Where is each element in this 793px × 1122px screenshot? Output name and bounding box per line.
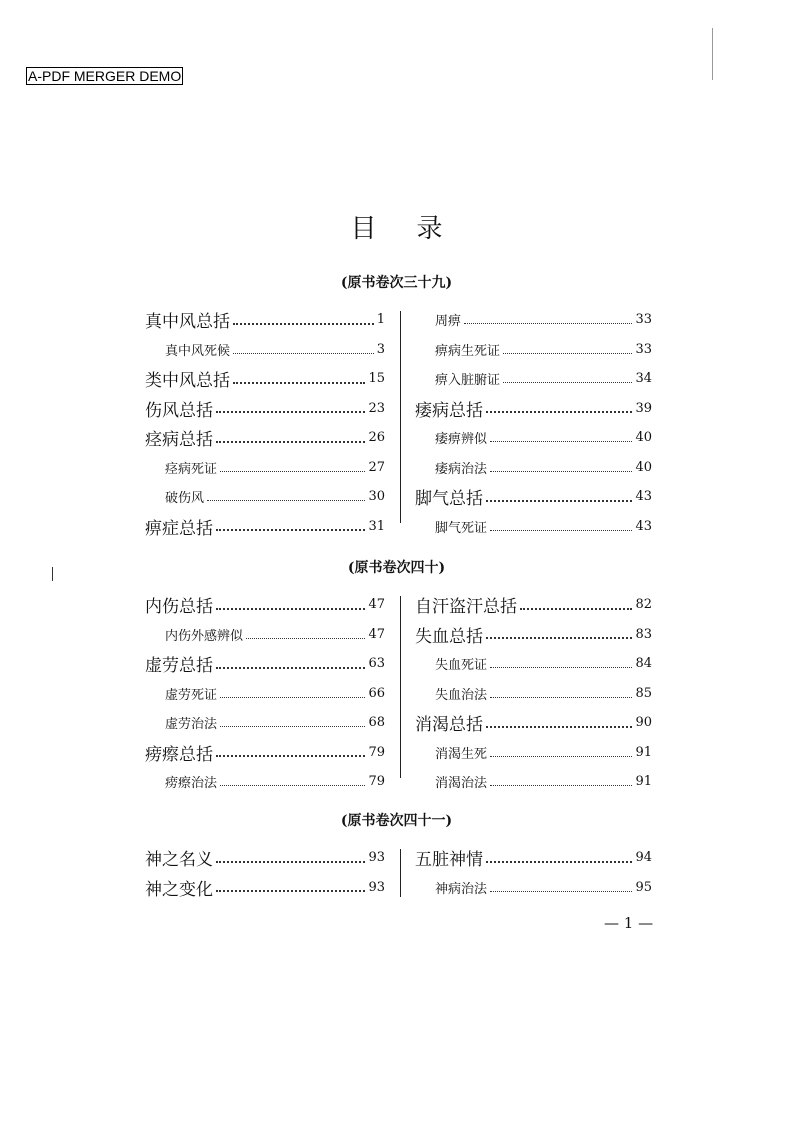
- entry-page-number: 3: [376, 341, 385, 357]
- entry-page-number: 91: [635, 744, 652, 760]
- toc-entry[interactable]: [145, 620, 385, 650]
- dot-leader: [233, 382, 365, 384]
- entry-title: 真中风死候: [165, 343, 231, 359]
- column-divider: [400, 596, 401, 778]
- toc-entry[interactable]: [415, 590, 652, 620]
- demo-watermark: A-PDF MERGER DEMO: [28, 68, 182, 84]
- toc-entry[interactable]: [415, 453, 652, 483]
- scan-artifact: [712, 28, 713, 80]
- toc-entry[interactable]: [145, 649, 385, 679]
- toc-entry[interactable]: [415, 335, 652, 365]
- toc-entry[interactable]: [415, 423, 652, 453]
- entry-title: 痿病治法: [435, 461, 488, 477]
- toc-entry[interactable]: [145, 364, 385, 394]
- toc-column-left: [145, 305, 385, 541]
- dot-leader: [520, 608, 632, 610]
- entry-title: 虚劳死证: [165, 687, 218, 703]
- toc-entry[interactable]: [415, 620, 652, 650]
- dot-leader: [486, 861, 632, 863]
- dot-leader: [503, 353, 632, 354]
- entry-title: 痹入脏腑证: [435, 373, 501, 389]
- entry-page-number: 85: [635, 685, 652, 701]
- toc-entry[interactable]: [145, 394, 385, 424]
- toc-entry[interactable]: [415, 738, 652, 768]
- dot-leader: [216, 608, 365, 610]
- dot-leader: [216, 529, 365, 531]
- dot-leader: [216, 667, 365, 669]
- entry-page-number: 33: [635, 341, 652, 357]
- toc-column-left: [145, 843, 385, 902]
- entry-title: 痉病死证: [165, 461, 218, 477]
- entry-title: 痹症总括: [145, 518, 213, 539]
- dot-leader: [490, 441, 632, 442]
- entry-page-number: 82: [635, 597, 652, 613]
- scan-artifact: [52, 567, 53, 581]
- toc-entry[interactable]: [145, 767, 385, 797]
- section-heading: (原书卷次四十一): [340, 813, 453, 829]
- entry-page-number: 83: [635, 626, 652, 642]
- entry-title: 脚气死证: [435, 520, 488, 536]
- entry-page-number: 31: [368, 518, 385, 534]
- entry-title: 失血治法: [435, 687, 488, 703]
- dot-leader: [216, 411, 365, 413]
- page-title: 目录: [350, 214, 483, 244]
- entry-title: 痉病总括: [145, 430, 213, 451]
- column-divider: [400, 311, 401, 523]
- entry-title: 神病治法: [435, 881, 488, 897]
- entry-page-number: 40: [635, 430, 652, 446]
- dot-leader: [486, 500, 632, 502]
- dot-leader: [220, 726, 365, 727]
- entry-page-number: 68: [368, 715, 385, 731]
- entry-title: 痹病生死证: [435, 343, 501, 359]
- entry-title: 神之名义: [145, 850, 213, 871]
- entry-page-number: 33: [635, 312, 652, 328]
- entry-title: 破伤风: [165, 491, 205, 507]
- entry-page-number: 84: [635, 656, 652, 672]
- entry-title: 内伤总括: [145, 597, 213, 618]
- toc-entry[interactable]: [145, 590, 385, 620]
- toc-column-right: [415, 590, 652, 797]
- toc-entry[interactable]: [145, 453, 385, 483]
- entry-title: 消渴总括: [415, 715, 483, 736]
- section-heading: (原书卷次四十): [347, 560, 446, 576]
- entry-page-number: 15: [368, 371, 385, 387]
- section-heading: (原书卷次三十九): [340, 275, 453, 291]
- toc-entry[interactable]: [415, 512, 652, 542]
- entry-title: 类中风总括: [145, 371, 230, 392]
- dot-leader: [486, 726, 632, 728]
- dot-leader: [246, 638, 365, 639]
- toc-entry[interactable]: [145, 873, 385, 903]
- toc-entry[interactable]: [145, 482, 385, 512]
- entry-page-number: 43: [635, 518, 652, 534]
- toc-entry[interactable]: [145, 738, 385, 768]
- entry-page-number: 26: [368, 430, 385, 446]
- dot-leader: [490, 530, 632, 531]
- entry-page-number: 43: [635, 489, 652, 505]
- dot-leader: [486, 411, 632, 413]
- entry-page-number: 40: [635, 459, 652, 475]
- toc-column-right: [415, 843, 652, 902]
- toc-entry[interactable]: [145, 335, 385, 365]
- entry-title: 失血总括: [415, 626, 483, 647]
- toc-entry[interactable]: [415, 394, 652, 424]
- dot-leader: [490, 697, 632, 698]
- dot-leader: [216, 861, 365, 863]
- entry-page-number: 79: [368, 774, 385, 790]
- entry-title: 失血死证: [435, 658, 488, 674]
- toc-entry[interactable]: [145, 305, 385, 335]
- dot-leader: [233, 323, 374, 325]
- toc-entry[interactable]: [145, 512, 385, 542]
- page-number: — 1 —: [604, 914, 654, 932]
- entry-title: 神之变化: [145, 879, 213, 900]
- toc-entry[interactable]: [415, 708, 652, 738]
- entry-page-number: 93: [368, 850, 385, 866]
- dot-leader: [207, 500, 365, 501]
- entry-page-number: 94: [635, 850, 652, 866]
- entry-page-number: 47: [368, 626, 385, 642]
- toc-entry[interactable]: [415, 649, 652, 679]
- dot-leader: [503, 382, 632, 383]
- entry-page-number: 23: [368, 400, 385, 416]
- entry-title: 虚劳治法: [165, 717, 218, 733]
- dot-leader: [220, 697, 365, 698]
- entry-page-number: 1: [376, 312, 385, 328]
- entry-page-number: 63: [368, 656, 385, 672]
- entry-title: 痨瘵治法: [165, 776, 218, 792]
- entry-page-number: 79: [368, 744, 385, 760]
- entry-title: 痿痹辨似: [435, 432, 488, 448]
- dot-leader: [216, 890, 365, 892]
- entry-page-number: 30: [368, 489, 385, 505]
- dot-leader: [233, 353, 374, 354]
- entry-title: 脚气总括: [415, 489, 483, 510]
- entry-title: 痨瘵总括: [145, 744, 213, 765]
- toc-entry[interactable]: [415, 679, 652, 709]
- entry-title: 虚劳总括: [145, 656, 213, 677]
- toc-column-right: [415, 305, 652, 541]
- entry-page-number: 93: [368, 879, 385, 895]
- entry-title: 自汗盗汗总括: [415, 597, 517, 618]
- entry-page-number: 66: [368, 685, 385, 701]
- entry-title: 消渴生死: [435, 746, 488, 762]
- toc-entry[interactable]: [415, 873, 652, 903]
- dot-leader: [490, 667, 632, 668]
- entry-page-number: 90: [635, 715, 652, 731]
- column-divider: [400, 849, 401, 897]
- entry-page-number: 27: [368, 459, 385, 475]
- toc-entry[interactable]: [415, 843, 652, 873]
- dot-leader: [464, 323, 632, 324]
- toc-column-left: [145, 590, 385, 797]
- dot-leader: [216, 441, 365, 443]
- toc-entry[interactable]: [415, 482, 652, 512]
- entry-title: 伤风总括: [145, 400, 213, 421]
- entry-page-number: 34: [635, 371, 652, 387]
- entry-title: 周痹: [435, 314, 462, 330]
- entry-title: 真中风总括: [145, 312, 230, 333]
- toc-entry[interactable]: [415, 767, 652, 797]
- toc-entry[interactable]: [415, 305, 652, 335]
- entry-title: 痿病总括: [415, 400, 483, 421]
- entry-title: 五脏神情: [415, 850, 483, 871]
- toc-entry[interactable]: [145, 843, 385, 873]
- dot-leader: [490, 891, 632, 892]
- dot-leader: [490, 785, 632, 786]
- dot-leader: [216, 755, 365, 757]
- toc-entry[interactable]: [145, 708, 385, 738]
- entry-page-number: 91: [635, 774, 652, 790]
- entry-page-number: 39: [635, 400, 652, 416]
- entry-title: 内伤外感辨似: [165, 628, 244, 644]
- dot-leader: [220, 471, 365, 472]
- dot-leader: [490, 756, 632, 757]
- dot-leader: [220, 785, 365, 786]
- toc-entry[interactable]: [145, 679, 385, 709]
- toc-entry[interactable]: [415, 364, 652, 394]
- entry-page-number: 47: [368, 597, 385, 613]
- toc-entry[interactable]: [145, 423, 385, 453]
- entry-title: 消渴治法: [435, 776, 488, 792]
- dot-leader: [486, 637, 632, 639]
- dot-leader: [490, 471, 632, 472]
- entry-page-number: 95: [635, 879, 652, 895]
